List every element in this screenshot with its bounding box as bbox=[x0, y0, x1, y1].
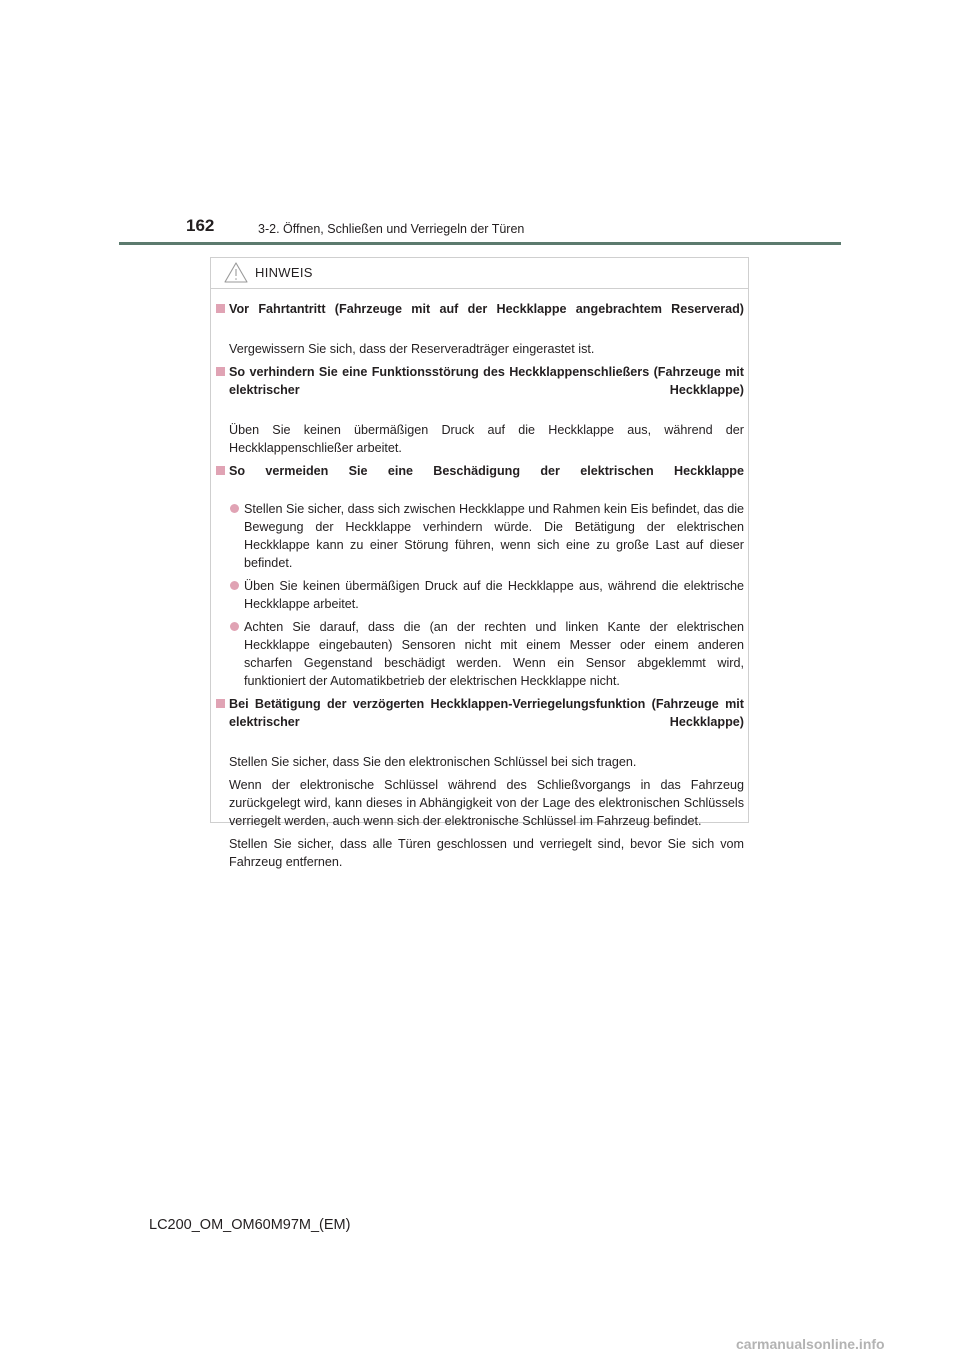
notice-item bbox=[214, 300, 744, 358]
notice-header bbox=[211, 258, 748, 289]
notice-title: HINWEIS bbox=[255, 265, 313, 280]
item-paragraph: Stellen Sie sicher, dass alle Türen geschlossen und verriegelt sind, bevor Sie sich vom Fahrzeug entfernen. bbox=[229, 837, 744, 869]
section-title: 3-2. Öffnen, Schließen und Verriegeln der Türen bbox=[258, 222, 525, 236]
round-bullet-icon bbox=[230, 504, 239, 513]
round-bullet-icon bbox=[230, 622, 239, 631]
square-bullet-icon bbox=[216, 367, 225, 376]
item-paragraph: Stellen Sie sicher, dass Sie den elektronischen Schlüssel bei sich tragen. bbox=[229, 755, 637, 769]
item-paragraph: Vergewissern Sie sich, dass der Reserveradträger eingerastet ist. bbox=[229, 342, 595, 356]
item-paragraph: Wenn der elektronische Schlüssel während des Schließvorgangs in das Fahrzeug zurückgelegt wird, kann dieses in Abhängigkeit von der Lage des elektronischen Schlüssels verriegelt werden, auch wenn sich der elektronische Schlüssel im Fahrzeug befindet. bbox=[229, 778, 744, 828]
item-paragraph: Üben Sie keinen übermäßigen Druck auf die Heckklappe aus, während der Heckklappenschließer arbeitet. bbox=[229, 423, 744, 455]
round-bullet-icon bbox=[230, 581, 239, 590]
item-heading: So verhindern Sie eine Funktionsstörung des Heckklappenschließers (Fahrzeuge mit elektrischer Heckklappe) bbox=[229, 365, 744, 397]
page-number: 162 bbox=[186, 216, 215, 235]
notice-item bbox=[214, 695, 744, 871]
bullet-text: Achten Sie darauf, dass die (an der rechten und linken Kante der elektrischen Heckklappe eingebauten) Sensoren nicht mit einem Messer oder einem anderen scharfen Gegenstand beschädigt werden. Wenn ein Sensor abgeklemmt wird, funktioniert der Automatikbetrieb der elektrischen Heckklappe nicht. bbox=[244, 620, 744, 688]
notice-body bbox=[214, 300, 744, 876]
warning-triangle-icon bbox=[224, 262, 248, 288]
bullet-text: Stellen Sie sicher, dass sich zwischen Heckklappe und Rahmen kein Eis befindet, das die Bewegung der Heckklappe verhindern würde. Die Betätigung der elektrischen Heckklappe kann zu einer Störung führen, wenn sich eine zu große Last auf dieser befindet. bbox=[244, 502, 744, 570]
bullet-item bbox=[229, 500, 744, 572]
watermark: carmanualsonline.info bbox=[736, 1336, 885, 1352]
square-bullet-icon bbox=[216, 699, 225, 708]
bullet-text: Üben Sie keinen übermäßigen Druck auf die Heckklappe aus, während die elektrische Heckklappe arbeitet. bbox=[244, 579, 744, 611]
bullet-item bbox=[229, 618, 744, 690]
notice-item bbox=[214, 462, 744, 690]
bullet-item bbox=[229, 577, 744, 613]
square-bullet-icon bbox=[216, 304, 225, 313]
header-rule bbox=[119, 242, 841, 245]
notice-box bbox=[210, 257, 749, 869]
item-heading: Vor Fahrtantritt (Fahrzeuge mit auf der Heckklappe angebrachtem Reserverad) bbox=[229, 302, 744, 316]
item-heading: Bei Betätigung der verzögerten Heckklappen-Verriegelungsfunktion (Fahrzeuge mit elektrischer Heckklappe) bbox=[229, 697, 744, 729]
item-heading: So vermeiden Sie eine Beschädigung der elektrischen Heckklappe bbox=[229, 464, 744, 478]
square-bullet-icon bbox=[216, 466, 225, 475]
document-code: LC200_OM_OM60M97M_(EM) bbox=[149, 1217, 351, 1233]
notice-item bbox=[214, 363, 744, 457]
